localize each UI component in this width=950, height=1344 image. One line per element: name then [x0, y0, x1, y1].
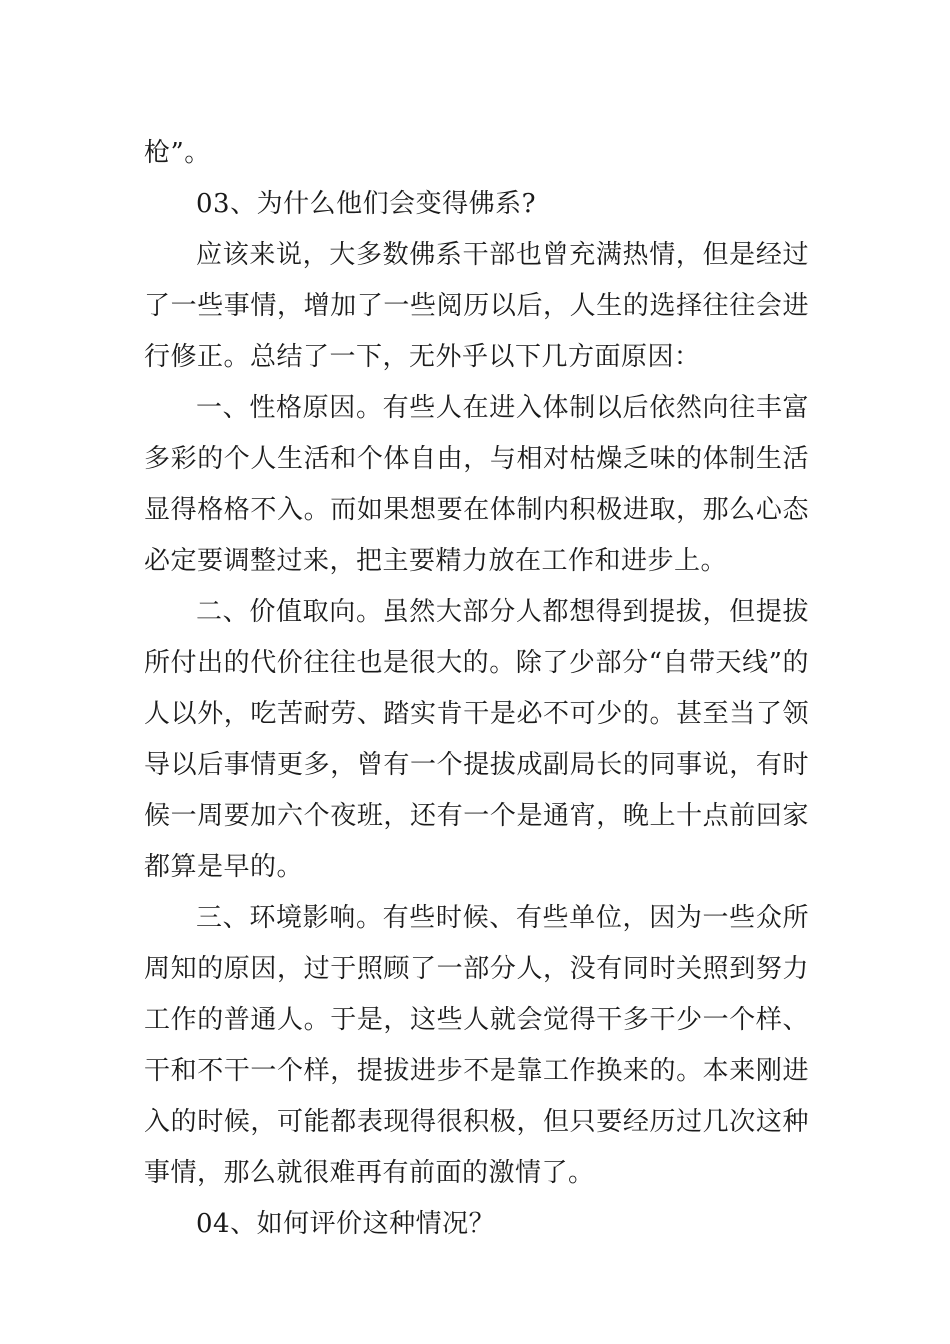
paragraph-reason-environment: 三、环境影响。有些时候、有些单位，因为一些众所周知的原因，过于照顾了一部分人，没有同时关照到努力工作的普通人。于是，这些人就会觉得干多干少一个样、干和不干一个样，提拔进步不是靠工作换来的。本来刚进入的时候，可能都表现得很积极，但只要经历过几次这种事情，那么就很难再有前面的激情了。	[144, 903, 809, 1188]
section-heading-04: 04、如何评价这种情况？	[196, 1209, 496, 1239]
section-heading-03: 03、为什么他们会变得佛系?	[196, 189, 537, 219]
document-body	[144, 128, 809, 1250]
paragraph-reason-personality: 一、性格原因。有些人在进入体制以后依然向往丰富多彩的个人生活和个体自由，与相对枯燥乏味的体制生活显得格格不入。而如果想要在体制内积极进取，那么心态必定要调整过来，把主要精力放在工作和进步上。	[144, 393, 809, 576]
paragraph-continuation: 枪”。	[144, 138, 211, 168]
paragraph-intro: 应该来说，大多数佛系干部也曾充满热情，但是经过了一些事情，增加了一些阅历以后，人生的选择往往会进行修正。总结了一下，无外乎以下几方面原因：	[144, 240, 809, 372]
paragraph-reason-values: 二、价值取向。虽然大部分人都想得到提拔，但提拔所付出的代价往往也是很大的。除了少部分“自带天线”的人以外，吃苦耐劳、踏实肯干是必不可少的。甚至当了领导以后事情更多，曾有一个提拔成副局长的同事说，有时候一周要加六个夜班，还有一个是通宵，晚上十点前回家都算是早的。	[144, 597, 809, 882]
